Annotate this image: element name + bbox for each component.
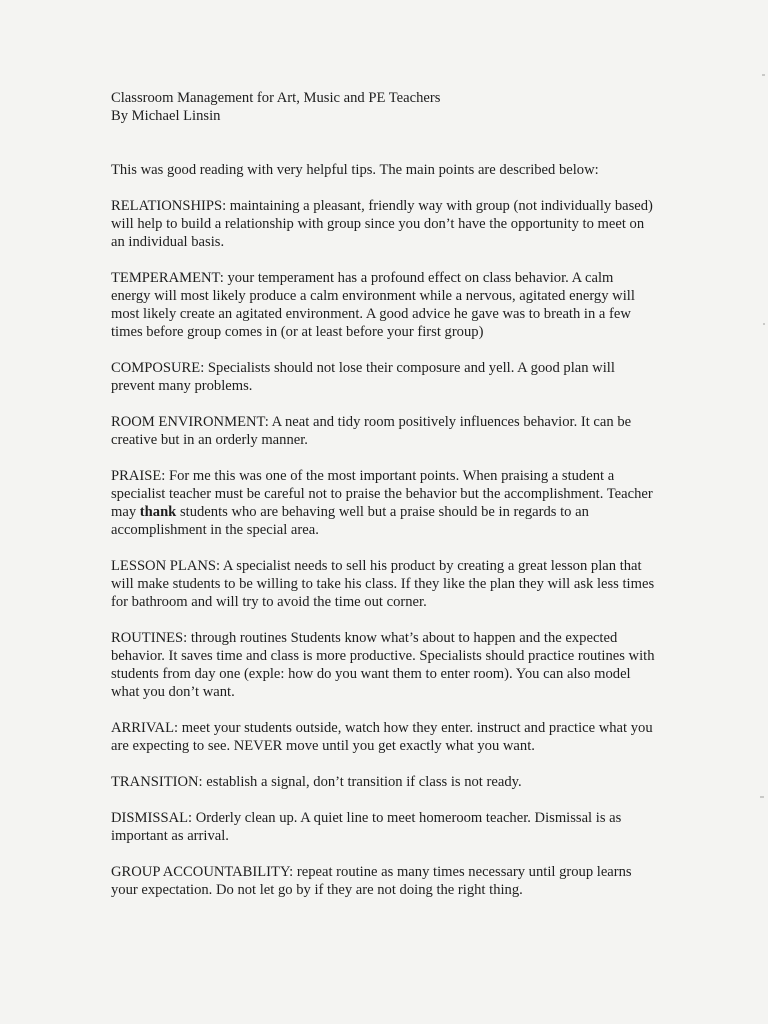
section-room-environment bbox=[111, 413, 656, 449]
section-heading: TRANSITION: bbox=[111, 774, 203, 790]
section-text: A specialist needs to sell his product by creating a great lesson plan that will make students to be willing to take his class. If they like the plan they will ask less times for bathroom and will try to avoid the time out corner. bbox=[111, 558, 655, 610]
section-text: repeat routine as many times necessary until group learns your expectation. Do not let go by if they are not doing the right thing. bbox=[111, 864, 632, 898]
section-composure bbox=[111, 359, 656, 395]
section-heading: DISMISSAL: bbox=[111, 810, 193, 826]
document-title: Classroom Management for Art, Music and PE Teachers bbox=[111, 90, 441, 106]
section-heading: ROUTINES: bbox=[111, 630, 188, 646]
section-heading: GROUP ACCOUNTABILITY: bbox=[111, 864, 294, 880]
section-heading: TEMPERAMENT: bbox=[111, 270, 224, 286]
scan-speck bbox=[763, 323, 765, 325]
scan-speck bbox=[762, 74, 765, 76]
section-heading: RELATIONSHIPS: bbox=[111, 198, 227, 214]
section-text: A neat and tidy room positively influences behavior. It can be creative but in an orderly manner. bbox=[111, 414, 632, 448]
section-text: Specialists should not lose their composure and yell. A good plan will prevent many problems. bbox=[111, 360, 615, 394]
section-text: your temperament has a profound effect on class behavior. A calm energy will most likely produce a calm environment while a nervous, agitated energy will most likely create an agitated environment. A good advice he gave was to breath in a few times before group comes in (or at least before your first group) bbox=[111, 270, 635, 340]
section-text: through routines Students know what’s about to happen and the expected behavior. It saves time and class is more productive. Specialists should practice routines with students from day one (exple: how do you want them to enter room). You can also model what you don’t want. bbox=[111, 630, 655, 700]
section-lesson-plans bbox=[111, 557, 656, 611]
emphasis-word: thank bbox=[139, 504, 177, 520]
section-text: meet your students outside, watch how they enter. instruct and practice what you are expecting to see. NEVER move until you get exactly what you want. bbox=[111, 720, 653, 754]
section-text: establish a signal, don’t transition if class is not ready. bbox=[206, 774, 522, 790]
section-heading: ROOM ENVIRONMENT: bbox=[111, 414, 269, 430]
document-author: By Michael Linsin bbox=[111, 108, 221, 124]
section-temperament bbox=[111, 269, 656, 341]
section-praise bbox=[111, 467, 656, 539]
section-group-accountability bbox=[111, 863, 656, 899]
section-dismissal bbox=[111, 809, 656, 845]
section-routines bbox=[111, 629, 656, 701]
section-heading: LESSON PLANS: bbox=[111, 558, 221, 574]
document-body bbox=[111, 89, 656, 899]
section-transition bbox=[111, 773, 656, 791]
section-heading: ARRIVAL: bbox=[111, 720, 179, 736]
scan-speck bbox=[760, 796, 764, 798]
section-relationships bbox=[111, 197, 656, 251]
section-text: students who are behaving well but a praise should be in regards to an accomplishment in the special area. bbox=[111, 504, 589, 538]
intro-paragraph: This was good reading with very helpful tips. The main points are described below: bbox=[111, 162, 599, 178]
section-text: For me this was one of the most important points. When praising a student a specialist teacher must be careful not to praise the behavior but the accomplishment. Teacher may bbox=[111, 468, 653, 520]
section-text: maintaining a pleasant, friendly way with group (not individually based) will help to build a relationship with group since you don’t have the opportunity to meet on an individual basis. bbox=[111, 198, 653, 250]
section-heading: PRAISE: bbox=[111, 468, 166, 484]
section-text: Orderly clean up. A quiet line to meet homeroom teacher. Dismissal is as important as arrival. bbox=[111, 810, 622, 844]
section-arrival bbox=[111, 719, 656, 755]
section-heading: COMPOSURE: bbox=[111, 360, 205, 376]
